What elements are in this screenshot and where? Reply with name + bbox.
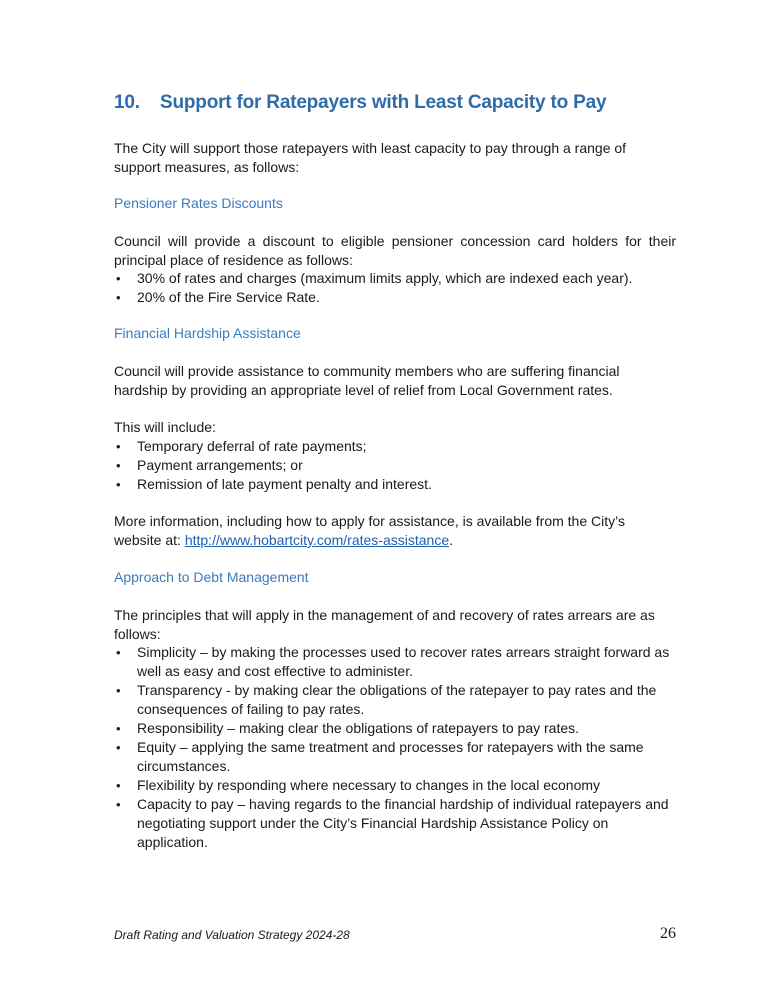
bullet-icon: • [116, 740, 121, 755]
list-item: • Transparency - by making clear the obligations of the ratepayer to pay rates and the consequences of failing to pay rates. [116, 682, 657, 717]
rates-assistance-link[interactable]: http://www.hobartcity.com/rates-assistance [184, 532, 450, 548]
section-title: Support for Ratepayers with Least Capacity to Pay [160, 92, 607, 113]
section-heading [114, 92, 606, 114]
bullet-icon: • [116, 778, 121, 793]
list-item: • Equity – applying the same treatment and processes for ratepayers with the same circumstances. [116, 739, 644, 774]
bullet-icon: • [116, 477, 121, 492]
bullet-icon: • [116, 290, 121, 305]
hardship-paragraph: Council will provide assistance to community members who are suffering financial hardship by providing an appropriate level of relief from Local Government rates. [114, 363, 620, 398]
bullet-icon: • [116, 721, 121, 736]
footer-document-title: Draft Rating and Valuation Strategy 2024-28 [114, 928, 350, 942]
debt-principles-list [114, 643, 676, 852]
intro-paragraph: The City will support those ratepayers with least capacity to pay through a range of support measures, as follows: [114, 140, 627, 175]
list-item: • Responsibility – making clear the obligations of ratepayers to pay rates. [116, 720, 580, 736]
hardship-list [114, 437, 676, 494]
bullet-icon: • [116, 683, 121, 698]
list-item: • Temporary deferral of rate payments; [116, 438, 367, 454]
bullet-icon: • [116, 458, 121, 473]
more-info-paragraph: More information, including how to apply for assistance, is available from the City’s website at: http://www.hobartcity.com/rates-assistance. [114, 513, 625, 548]
list-item: • Capacity to pay – having regards to the financial hardship of individual ratepayers and negotiating support under the City’s Financial Hardship Assistance Policy on application. [116, 796, 669, 850]
list-item: • Flexibility by responding where necessary to changes in the local economy [116, 777, 601, 793]
list-item: • 20% of the Fire Service Rate. [116, 289, 320, 305]
bullet-icon: • [116, 271, 121, 286]
list-item: • Payment arrangements; or [116, 457, 303, 473]
subheading-pensioner: Pensioner Rates Discounts [114, 195, 283, 211]
list-item: • 30% of rates and charges (maximum limits apply, which are indexed each year). [116, 270, 633, 286]
list-item: • Remission of late payment penalty and interest. [116, 476, 432, 492]
list-item: • Simplicity – by making the processes used to recover rates arrears straight forward as well as easy and cost effective to administer. [116, 644, 670, 679]
hardship-include-label: This will include: [114, 419, 216, 435]
subheading-hardship: Financial Hardship Assistance [114, 325, 301, 341]
section-number: 10. [114, 92, 140, 113]
bullet-icon: • [116, 645, 121, 660]
pensioner-list [114, 269, 676, 307]
bullet-icon: • [116, 797, 121, 812]
subheading-debt: Approach to Debt Management [114, 569, 309, 585]
bullet-icon: • [116, 439, 121, 454]
pensioner-paragraph: Council will provide a discount to eligible pensioner concession card holders for their principal place of residence as follows: [114, 233, 676, 268]
debt-paragraph: The principles that will apply in the management of and recovery of rates arrears are as follows: [114, 607, 655, 642]
page-number: 26 [660, 925, 676, 942]
